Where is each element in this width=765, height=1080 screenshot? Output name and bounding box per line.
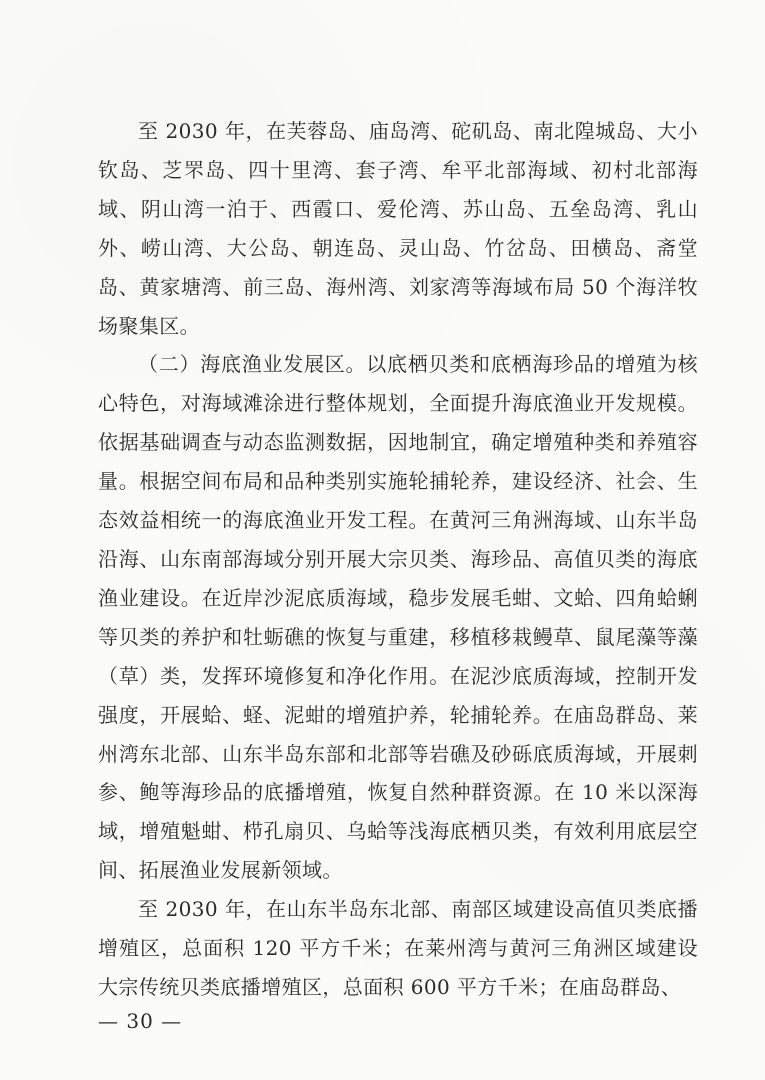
- paragraph-shellfish-2030: 至 2030 年，在山东半岛东北部、南部区域建设高值贝类底播增殖区，总面积 120 平方千米；在莱州湾与黄河三角洲区域建设大宗传统贝类底播增殖区，总面积 600 平方千米；在庙岛群岛、: [98, 897, 698, 999]
- page-number: — 30 —: [98, 1009, 183, 1033]
- document-body: [98, 112, 698, 1007]
- paragraph-marine-ranch-2030: 至 2030 年，在芙蓉岛、庙岛湾、砣矶岛、南北隍城岛、大小钦岛、芝罘岛、四十里湾、套子湾、牟平北部海域、初村北部海域、阴山湾一泊于、西霞口、爱伦湾、苏山岛、五垒岛湾、乳山外、崂山湾、大公岛、朝连岛、灵山岛、竹岔岛、田横岛、斋堂岛、黄家塘湾、前三岛、海州湾、刘家湾等海域布局 50 个海洋牧场聚集区。: [98, 119, 698, 338]
- paragraph-seabed-fishery-zone: （二）海底渔业发展区。以底栖贝类和底栖海珍品的增殖为核心特色，对海域滩涂进行整体规划，全面提升海底渔业开发规模。依据基础调查与动态监测数据，因地制宜，确定增殖种类和养殖容量。根据空间布局和品种类别实施轮捕轮养，建设经济、社会、生态效益相统一的海底渔业开发工程。在黄河三角洲海域、山东半岛沿海、山东南部海域分别开展大宗贝类、海珍品、高值贝类的海底渔业建设。在近岸沙泥底质海域，稳步发展毛蚶、文蛤、四角蛤蜊等贝类的养护和牡蛎礁的恢复与重建，移植移栽鳗草、鼠尾藻等藻（草）类，发挥环境修复和净化作用。在泥沙底质海域，控制开发强度，开展蛤、蛏、泥蚶的增殖护养，轮捕轮养。在庙岛群岛、莱州湾东北部、山东半岛东部和北部等岩礁及砂砾底质海域，开展刺参、鲍等海珍品的底播增殖，恢复自然种群资源。在 10 米以深海域，增殖魁蚶、栉孔扇贝、乌蛤等浅海底栖贝类，有效利用底层空间、拓展渔业发展新领域。: [98, 352, 698, 883]
